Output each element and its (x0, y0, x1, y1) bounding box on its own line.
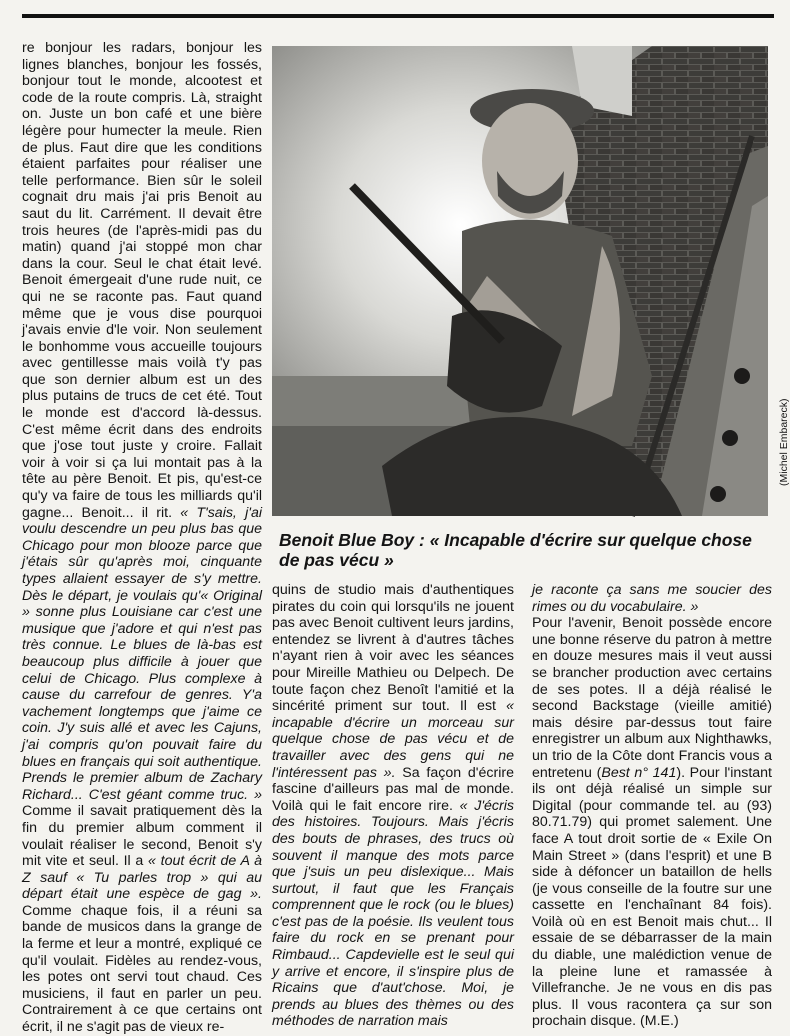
body-text (532, 582, 772, 615)
quote-run: « J'écris des histoires. Toujours. Mais j'écris des bouts de phrases, des trucs où souvent il manque des mots parce que j'suis un peu dislexique... Mais surtout, il faut que les Français comprennent que le rock (ou le blues) c'est pas de la poésie. Ils veulent tous faire du rock en se prenant pour Rimbaud... Capdevielle est le seul qui y arrive et encore, il s'inspire plus de Ricains que d'aut'chose. Moi, je prends au blues des thèmes ou des méthodes de narration mais (272, 797, 514, 1030)
right-column (532, 582, 772, 1030)
text-run: Pour l'avenir, Benoit possède encore une bonne réserve du patron à mettre en douze mesures mais il veut aussi se brancher production avec certains de ses potes. Il a déjà réalisé le second Backstage (vieille amitié) mais désire par-dessus tout faire enregistrer un album aux Nighthawks, un trio de la Côte dont Francis vous a entretenu ( (532, 615, 772, 781)
left-column (22, 40, 262, 1036)
article-photo (272, 46, 768, 516)
text-run: ). Pour l'instant ils ont déjà réalisé un simple sur Digital (pour commande tel. au (93) 80.71.79) qui promet salement. Une face A tout droit sortie de « Exile On Main Street » (dans l'esprit) et une B side à défoncer un bataillon de hells (je vous conseille de la foutre sur une cassette en l'enchaînant 84 fois). Voilà où en est Benoit mais chut... Il essaie de se débarrasser de la main du diable, une malédiction venue de la pleine lune et ramassée à Villefranche. Je ne vous en dis pas plus. Il vous racontera ça sur son prochain disque. (M.E.) (532, 764, 772, 1030)
quote-run: « T'sais, j'ai voulu descendre un peu plus bas que Chicago pour mon blooze parce que j'étais sûr qu'après moi, cinquante types allaient essayer de s'y mettre. Dès le départ, je voulais qu'« Original » sonne plus Louisiane car c'est une musique que j'adore et qui n'est pas très connue. Le blues de là-bas est beaucoup plus difficile à jouer que celui de Chicago. Plus complexe à cause du carrefour de genres. Y'a vachement longtemps que j'aime ce coin. J'y suis allé et avec les Cajuns, j'ai compris qu'on pouvait faire du blues en français qui soit authentique. Prends le premier album de Zachary Richard... C'est géant comme truc. » (22, 504, 262, 803)
text-run: re bonjour les radars, bonjour les lignes blanches, bonjour les fossés, bonjour tout le monde, alcootest et code de la route compris. Là, straight on. Juste un bon café et une bière légère pour humecter la meule. Rien de plus. Faut dire que les conditions étaient parfaites pour réaliser une telle performance. Bien sûr le soleil cognait dru mais j'ai pris Benoit au saut du lit. Carrément. Il devait être trois heures (de l'après-midi pas du matin) quand j'ai stoppé mon char dans la cour. Seul le chat était levé. Benoit émergeait d'une rude nuit, ce qui ne se raconte pas. Faut quand même que je vous dise pourquoi j'avais envie d'le voir. Non seulement le bonhomme vous accueille toujours avec gentillesse mais voilà t'y pas que son dernier album est un des plus putains de trucs de cet été. Tout le monde est d'accord là-dessus. C'est même écrit dans des endroits que j'ose tout juste y croire. Fallait voir à voir si ça lui montait pas à la tête au père Benoit. Et pis, qu'est-ce qu'y va faire de tous les milliards qu'il gagne... Benoit... il rit. (22, 40, 262, 521)
quote-run: « tout écrit de A à Z sauf « Tu parles trop » qui au départ était une espèce de gag ». (22, 853, 262, 903)
text-run: Comme il savait pratiquement dès la fin du premier album comment il voulait réaliser le second, Benoit s'y mit vite et seul. Il a (22, 803, 262, 870)
quote-run: « incapable d'écrire un morceau sur quelque chose de pas vécu et de travailler avec des gens qui ne l'intéressent pas ». (272, 698, 514, 781)
quote-run: je raconte ça sans me soucier des rimes ou du vocabulaire. » (532, 582, 772, 615)
text-run: Sa façon d'écrire fascine d'ailleurs pas mal de monde. Voilà qui le fait encore rire. (272, 764, 514, 814)
text-run: quins de studio mais d'authentiques pirates du coin qui lorsqu'ils ne jouent pas avec Benoit cultivent leurs jardins, entendez se livrent à d'autres tâches n'ayant rien à voir avec les séances pour Mireille Mathieu ou Delpech. De toute façon chez Benoît l'amitié et la sincérité priment sur tout. Il est (272, 582, 514, 715)
body-text (272, 582, 514, 1030)
body-text (532, 615, 772, 1030)
reference-run: Best n° 141 (601, 764, 677, 781)
headline: Benoit Blue Boy : « Incapable d'écrire sur quelque chose de pas vécu » (279, 530, 752, 570)
photo-credit: (Michel Embareck) (778, 398, 790, 486)
text-run: Comme chaque fois, il a réuni sa bande de musicos dans la grange de la ferme et leur a montré, expliqué ce qu'il voulait. Fidèles au rendez-vous, les potes ont servi tout chaud. Ces musiciens, il faut en parler un peu. Contrairement à ce que certains ont écrit, il ne s'agit pas de vieux re- (22, 902, 262, 1036)
top-rule (22, 14, 774, 18)
middle-column (272, 582, 514, 1030)
guitarist-photo (272, 46, 768, 516)
body-text (22, 40, 262, 1036)
